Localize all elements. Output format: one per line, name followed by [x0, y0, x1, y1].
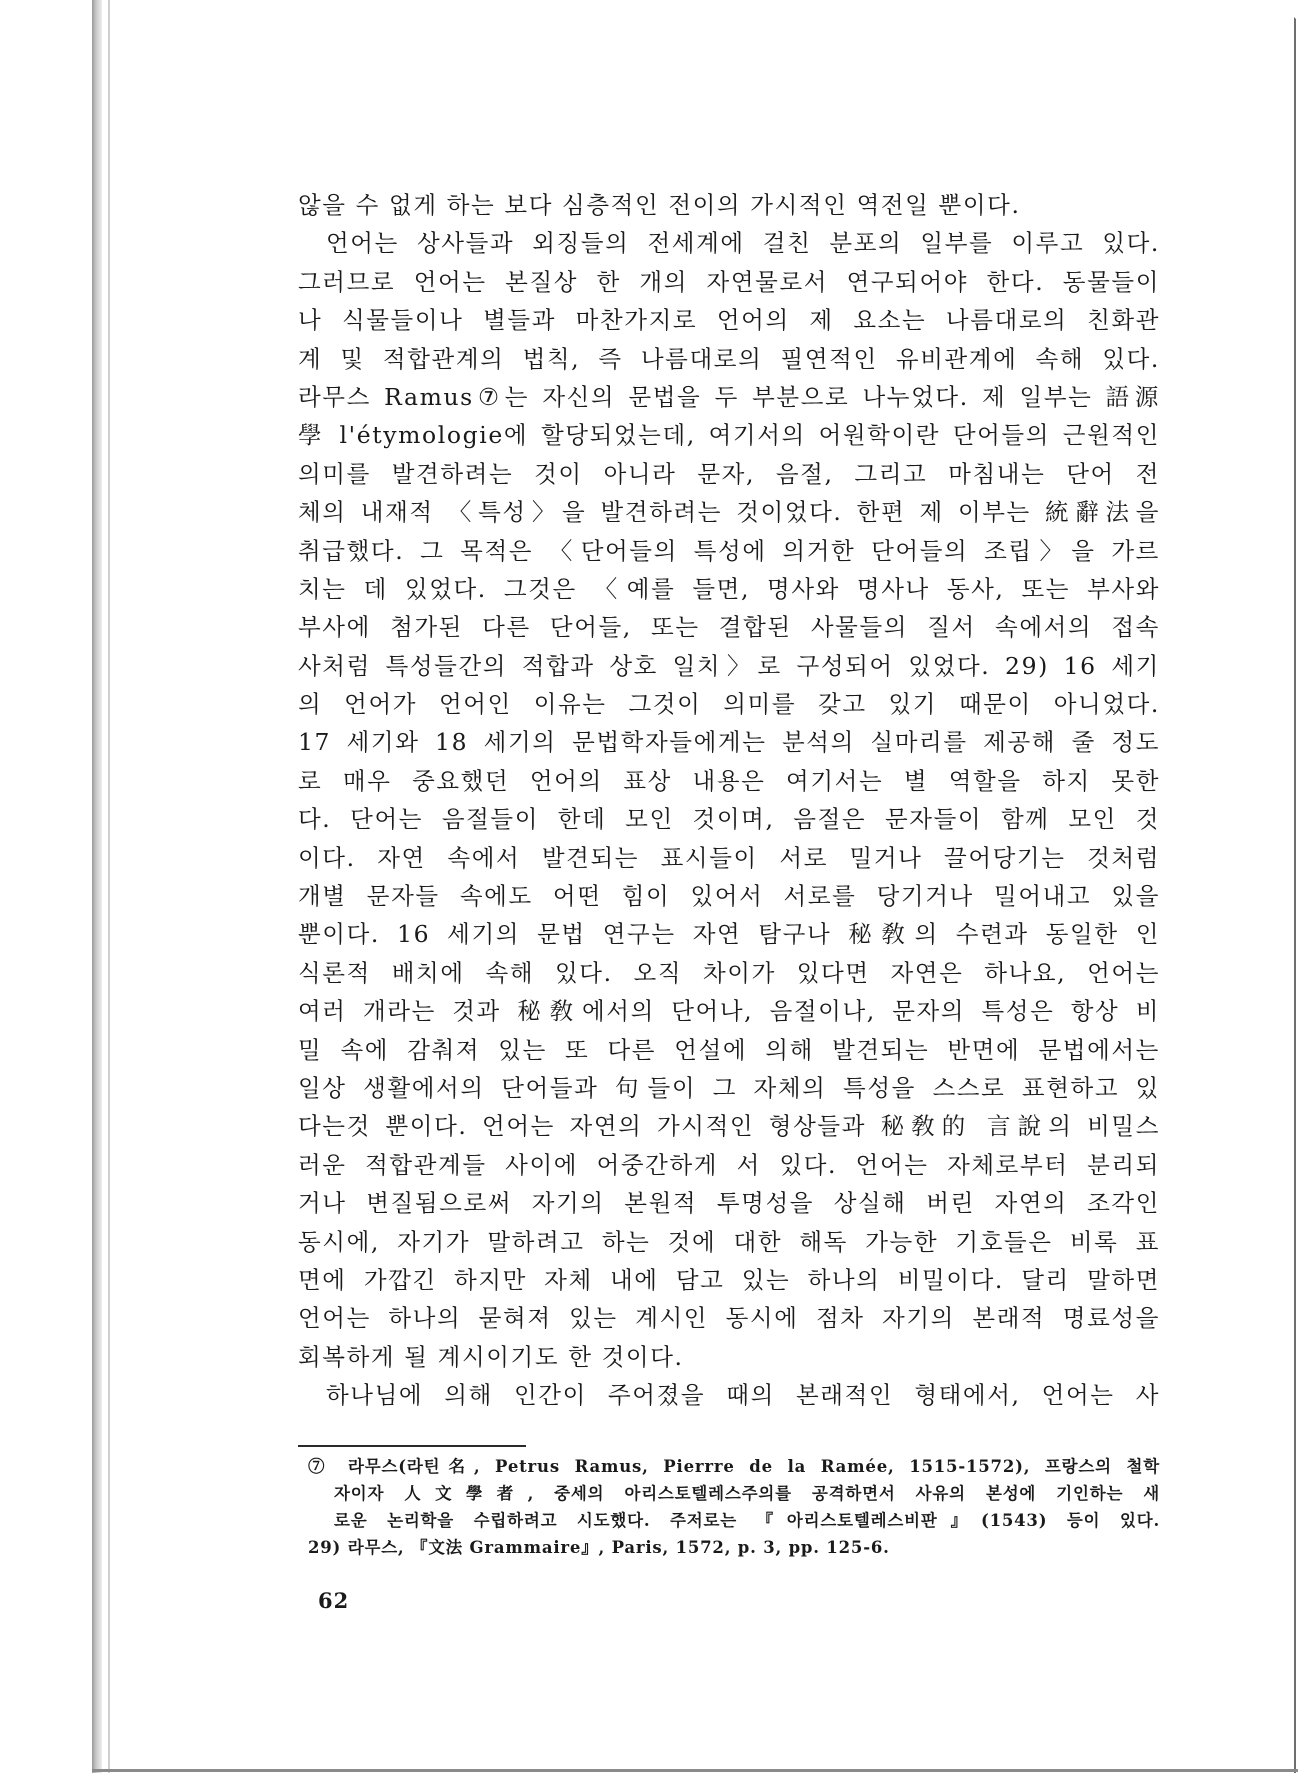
body-line: 의 언어가 언어인 이유는 그것이 의미를 갖고 있기 때문이 아니었다.	[298, 690, 1160, 719]
body-line: 체의 내재적 〈특성〉을 발견하려는 것이었다. 한편 제 이부는 統辭法을	[298, 498, 1160, 527]
page-number: 62	[318, 1588, 350, 1613]
body-line: 동시에, 자기가 말하려고 하는 것에 대한 해독 가능한 기호들은 비록 표	[298, 1227, 1160, 1256]
body-line: 거나 변질됨으로써 자기의 본원적 투명성을 상실해 버린 자연의 조각인	[298, 1189, 1160, 1218]
body-line: 밀 속에 감춰져 있는 또 다른 언설에 의해 발견되는 반면에 문법에서는	[298, 1035, 1160, 1064]
body-text	[298, 186, 1160, 1415]
body-line: 다는것 뿐이다. 언어는 자연의 가시적인 형상들과 秘敎的 言說의 비밀스	[298, 1112, 1160, 1141]
body-line: 學 l'étymologie에 할당되었는데, 여기서의 어원학이란 단어들의 근원적인	[298, 421, 1160, 450]
body-line: 이다. 자연 속에서 발견되는 표시들이 서로 밀거나 끌어당기는 것처럼	[298, 843, 1160, 872]
body-line: 식론적 배치에 속해 있다. 오직 차이가 있다면 자연은 하나요, 언어는	[298, 958, 1160, 987]
footnote-line: 29) 라무스, 『文法 Grammaire』, Paris, 1572, p. 3, pp. 125-6.	[308, 1538, 890, 1557]
footnote-line: 로운 논리학을 수립하려고 시도했다. 주저로는 『아리스토텔레스비판』(1543) 등이 있다.	[334, 1511, 1160, 1530]
page-bottom-edge	[92, 1769, 1298, 1772]
body-line: 부사에 첨가된 다른 단어들, 또는 결합된 사물들의 질서 속에서의 접속	[298, 613, 1160, 642]
body-line: 뿐이다. 16 세기의 문법 연구는 자연 탐구나 秘敎의 수련과 동일한 인	[298, 920, 1160, 949]
body-line: 않을 수 없게 하는 보다 심층적인 전이의 가시적인 역전일 뿐이다.	[298, 191, 1021, 219]
body-line: 회복하게 될 계시이기도 한 것이다.	[298, 1342, 684, 1371]
footnote-line: 자이자 人文學者, 중세의 아리스토텔레스주의를 공격하면서 사유의 본성에 기인하는 새	[334, 1484, 1160, 1503]
body-line: 러운 적합관계들 사이에 어중간하게 서 있다. 언어는 자체로부터 분리되	[298, 1150, 1160, 1179]
page-right-edge	[1294, 0, 1296, 1773]
body-line: 치는 데 있었다. 그것은 〈예를 들면, 명사와 명사나 동사, 또는 부사와	[298, 574, 1160, 603]
body-line: 면에 가깝긴 하지만 자체 내에 담고 있는 하나의 비밀이다. 달리 말하면	[298, 1265, 1160, 1294]
page-corner	[1277, 0, 1303, 26]
body-line: 일상 생활에서의 단어들과 句들이 그 자체의 특성을 스스로 표현하고 있	[298, 1073, 1160, 1102]
body-line: 언어는 상사들과 외징들의 전세계에 걸친 분포의 일부를 이루고 있다.	[326, 229, 1160, 258]
spine-line	[108, 0, 110, 1773]
footnote-line: ⑦ 라무스(라틴名, Petrus Ramus, Pierrre de la Ramée, 1515-1572), 프랑스의 철학	[308, 1457, 1160, 1476]
body-line: 그러므로 언어는 본질상 한 개의 자연물로서 연구되어야 한다. 동물들이	[298, 267, 1160, 296]
body-line: 개별 문자들 속에도 어떤 힘이 있어서 서로를 당기거나 밀어내고 있을	[298, 882, 1160, 911]
body-line: 라무스 Ramus⑦는 자신의 문법을 두 부분으로 나누었다. 제 일부는 語源	[298, 382, 1160, 411]
body-line: 하나님에 의해 인간이 주어졌을 때의 본래적인 형태에서, 언어는 사	[326, 1381, 1160, 1410]
body-line: 다. 단어는 음절들이 한데 모인 것이며, 음절은 문자들이 함께 모인 것	[298, 805, 1160, 834]
book-spine-shadow	[92, 0, 102, 1773]
body-line: 로 매우 중요했던 언어의 표상 내용은 여기서는 별 역할을 하지 못한	[298, 766, 1160, 795]
body-line: 사처럼 특성들간의 적합과 상호 일치〉로 구성되어 있었다. 29) 16 세기	[298, 651, 1160, 680]
body-line: 17 세기와 18 세기의 문법학자들에게는 분석의 실마리를 제공해 줄 정도	[298, 728, 1160, 757]
footnotes	[308, 1453, 1160, 1561]
body-line: 여러 개라는 것과 秘敎에서의 단어나, 음절이나, 문자의 특성은 항상 비	[298, 997, 1160, 1026]
body-line: 계 및 적합관계의 법칙, 즉 나름대로의 필연적인 유비관계에 속해 있다.	[298, 344, 1160, 373]
footnote-rule	[298, 1445, 526, 1447]
body-line: 언어는 하나의 묻혀져 있는 계시인 동시에 점차 자기의 본래적 명료성을	[298, 1304, 1160, 1333]
body-line: 취급했다. 그 목적은 〈단어들의 특성에 의거한 단어들의 조립〉을 가르	[298, 536, 1160, 565]
body-line: 나 식물들이나 별들과 마찬가지로 언어의 제 요소는 나름대로의 친화관	[298, 306, 1160, 335]
body-line: 의미를 발견하려는 것이 아니라 문자, 음절, 그리고 마침내는 단어 전	[298, 459, 1160, 488]
